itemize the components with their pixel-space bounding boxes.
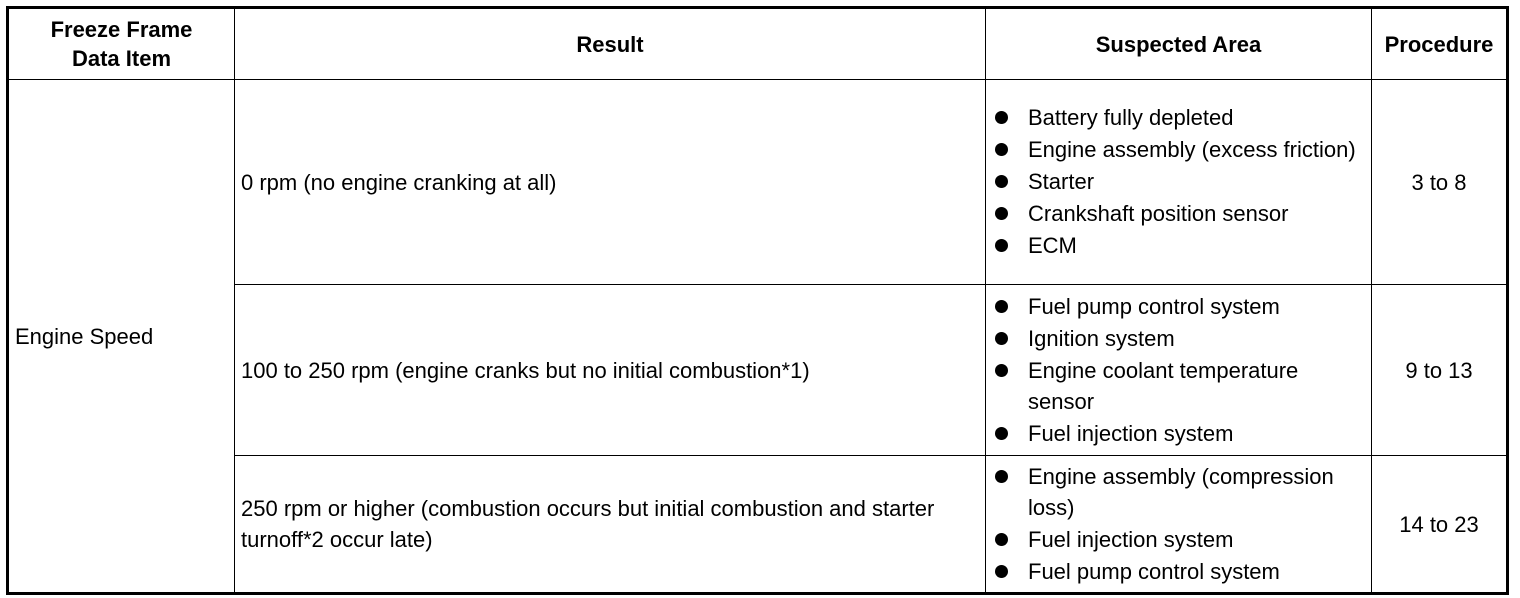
header-suspected-area: Suspected Area	[986, 8, 1372, 80]
bullet-icon	[995, 300, 1008, 313]
suspected-area-text: Fuel pump control system	[1028, 558, 1280, 584]
suspected-area-text: Ignition system	[1028, 325, 1175, 351]
suspected-area-cell	[986, 80, 1372, 285]
suspected-area-text: Engine assembly (excess friction)	[1028, 137, 1356, 162]
suspected-area-item	[992, 134, 1365, 166]
bullet-icon	[995, 332, 1008, 345]
bullet-icon	[995, 239, 1008, 252]
suspected-area-item	[992, 355, 1365, 418]
suspected-area-text: Fuel pump control system	[1028, 293, 1280, 319]
header-procedure: Procedure	[1372, 8, 1508, 80]
suspected-area-item	[992, 291, 1365, 323]
header-row	[8, 8, 1508, 80]
suspected-area-text: Fuel injection system	[1028, 420, 1234, 446]
bullet-icon	[995, 175, 1008, 188]
suspected-area-list	[992, 461, 1365, 588]
procedure-cell: 9 to 13	[1372, 285, 1508, 456]
suspected-area-item	[992, 198, 1365, 230]
suspected-area-item	[992, 524, 1365, 556]
procedure-cell: 3 to 8	[1372, 80, 1508, 285]
header-freeze-frame-item	[8, 8, 235, 80]
bullet-icon	[995, 143, 1008, 156]
suspected-area-item	[992, 102, 1365, 134]
suspected-area-text: ECM	[1028, 233, 1077, 258]
suspected-area-item	[992, 166, 1365, 198]
suspected-area-text: Fuel injection system	[1028, 526, 1234, 552]
bullet-icon	[995, 427, 1008, 440]
header-result: Result	[235, 8, 986, 80]
suspected-area-list	[992, 102, 1365, 262]
bullet-icon	[995, 364, 1008, 377]
suspected-area-text: Starter	[1028, 169, 1095, 194]
suspected-area-item	[992, 461, 1365, 524]
bullet-icon	[995, 470, 1008, 483]
bullet-icon	[995, 111, 1008, 124]
bullet-icon	[995, 533, 1008, 546]
suspected-area-cell	[986, 285, 1372, 456]
result-cell: 0 rpm (no engine cranking at all)	[235, 80, 986, 285]
suspected-area-list	[992, 291, 1365, 450]
suspected-area-item	[992, 418, 1365, 450]
suspected-area-item	[992, 230, 1365, 262]
suspected-area-text: Battery fully depleted	[1028, 105, 1234, 130]
table-row	[8, 80, 1508, 285]
suspected-area-cell	[986, 456, 1372, 594]
suspected-area-item	[992, 323, 1365, 355]
header-item-line1: Freeze Frame	[50, 17, 193, 42]
bullet-icon	[995, 207, 1008, 220]
result-cell: 250 rpm or higher (combustion occurs but initial combustion and starter turnoff*2 occur late)	[235, 456, 986, 594]
bullet-icon	[995, 565, 1008, 578]
result-cell: 100 to 250 rpm (engine cranks but no initial combustion*1)	[235, 285, 986, 456]
freeze-frame-table	[6, 6, 1509, 595]
procedure-cell: 14 to 23	[1372, 456, 1508, 594]
suspected-area-item	[992, 556, 1365, 588]
suspected-area-text: Crankshaft position sensor	[1028, 201, 1289, 226]
header-item-line2: Data Item	[71, 46, 172, 71]
suspected-area-text: Engine coolant temperature sensor	[1028, 357, 1299, 414]
suspected-area-text: Engine assembly (compression loss)	[1028, 463, 1334, 520]
data-item-cell: Engine Speed	[8, 80, 235, 594]
